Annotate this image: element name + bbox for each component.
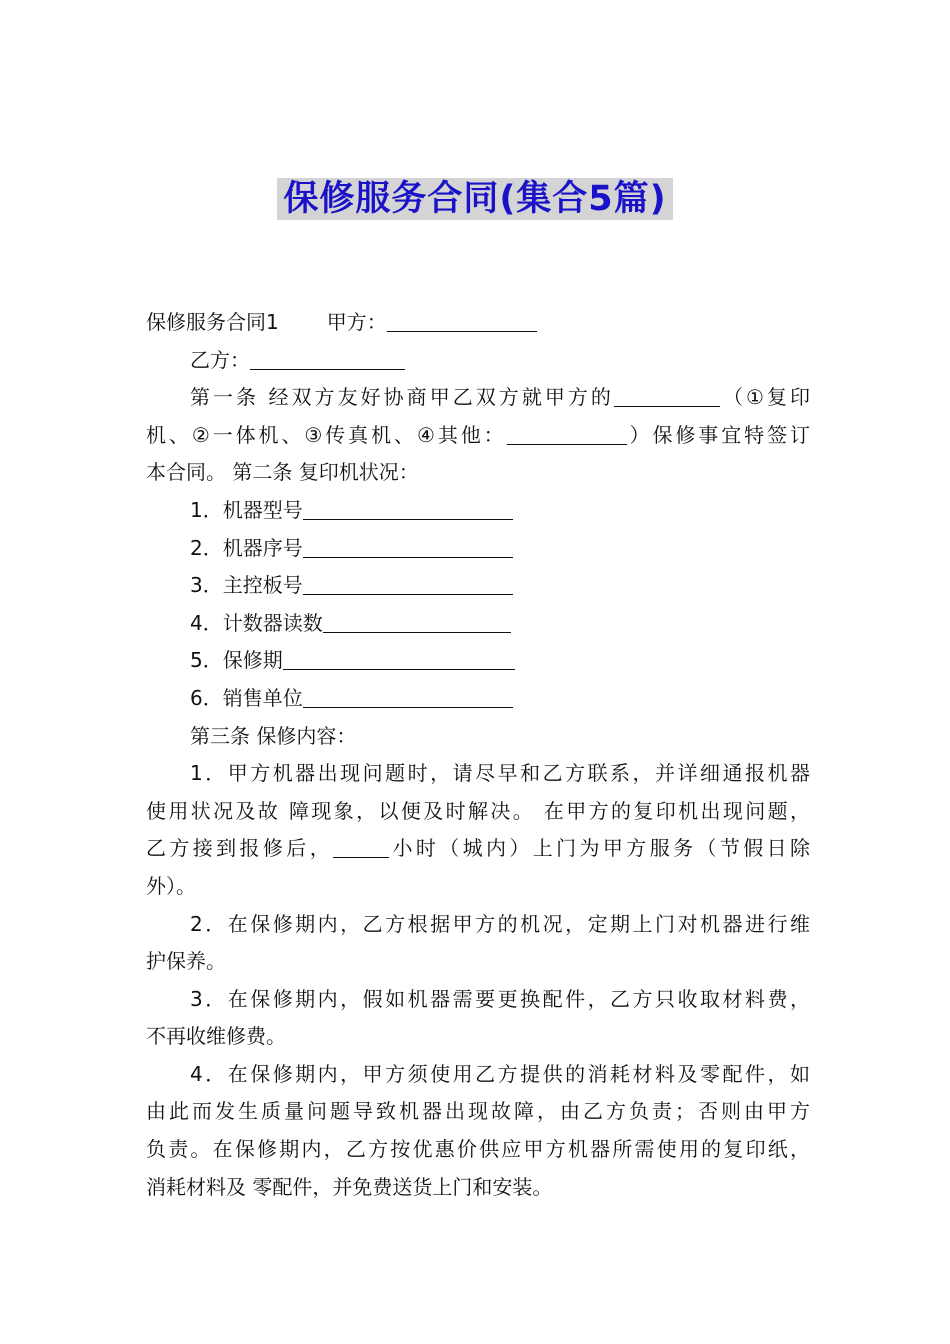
line-mainboard [146, 567, 810, 605]
line-item-3-b [146, 1018, 810, 1056]
line-machine-serial [146, 530, 810, 568]
party-a-label: 甲方： [326, 310, 387, 334]
line-item-4-d [146, 1169, 810, 1207]
item-2-text: 2．在保修期内，乙方根据甲方的机况，定期上门对机器进行维 [190, 911, 810, 936]
warranty-period-blank [283, 647, 515, 670]
item-1-text-cont3: 小时（城内）上门为甲方服务（节假日除 [389, 836, 811, 861]
line-item-3-a [146, 981, 810, 1019]
counter-label: 4．计数器读数 [190, 610, 323, 635]
article-2-heading: 本合同。 第二条 复印机状况： [146, 460, 419, 485]
item-4-text-cont: 由此而发生质量问题导致机器出现故障，由乙方负责；否则由甲方 [146, 1099, 810, 1124]
seller-blank [303, 685, 513, 708]
title-container [0, 178, 950, 220]
counter-blank [323, 610, 511, 633]
line-item-1-b [146, 793, 810, 831]
item-4-text-end: 消耗材料及 零配件，并免费送货上门和安装。 [146, 1174, 553, 1199]
line-item-1-c [146, 830, 810, 868]
line-seller [146, 680, 810, 718]
article-1-options-cont: ）保修事宜特签订 [626, 422, 810, 447]
other-device-blank [507, 422, 627, 445]
line-item-4-a [146, 1056, 810, 1094]
machine-serial-blank [303, 535, 513, 558]
line-article-2 [146, 454, 810, 492]
document-title: 保修服务合同(集合5篇) [277, 178, 672, 220]
warranty-period-label: 5．保修期 [190, 648, 283, 673]
line-party-a [146, 304, 810, 342]
line-item-4-b [146, 1093, 810, 1131]
article-1-text-cont: （①复印 [719, 385, 811, 410]
machine-model-blank [303, 497, 513, 520]
line-item-4-c [146, 1131, 810, 1169]
machine-model-label: 1．机器型号 [190, 497, 303, 522]
line-machine-model [146, 492, 810, 530]
line-item-1-d [146, 868, 810, 906]
line-item-1-a [146, 755, 810, 793]
item-2-text-end: 护保养。 [146, 949, 226, 974]
party-b-blank [250, 347, 405, 370]
item-1-text: 1．甲方机器出现问题时，请尽早和乙方联系，并详细通报机器 [190, 761, 810, 786]
article-3-heading: 第三条 保修内容： [190, 723, 357, 748]
machine-serial-label: 2．机器序号 [190, 535, 303, 560]
contract-number: 保修服务合同1 [146, 310, 279, 334]
mainboard-blank [303, 572, 513, 595]
item-1-text-cont: 使用状况及故 障现象，以便及时解决。 在甲方的复印机出现问题， [146, 798, 810, 823]
party-b-label: 乙方： [190, 347, 250, 372]
line-item-2-a [146, 906, 810, 944]
device-blank [614, 384, 720, 407]
line-article-1-b [146, 417, 810, 455]
line-warranty-period [146, 642, 810, 680]
item-1-text-cont2: 乙方接到报修后， [146, 836, 334, 861]
response-hours-blank [333, 835, 389, 858]
line-counter [146, 605, 810, 643]
line-article-1-a [146, 379, 810, 417]
seller-label: 6．销售单位 [190, 685, 303, 710]
item-4-text-cont2: 负责。在保修期内，乙方按优惠价供应甲方机器所需使用的复印纸， [146, 1137, 810, 1162]
line-party-b [146, 342, 810, 380]
mainboard-label: 3．主控板号 [190, 573, 303, 598]
item-3-text: 3．在保修期内，假如机器需要更换配件，乙方只收取材料费， [190, 986, 810, 1011]
line-article-3 [146, 718, 810, 756]
document-body [146, 304, 810, 1206]
article-1-options: 机、②一体机、③传真机、④其他： [146, 422, 507, 447]
item-3-text-end: 不再收维修费。 [146, 1024, 286, 1049]
article-1-text: 第一条 经双方友好协商甲乙双方就甲方的 [190, 385, 614, 410]
item-1-text-end: 外）。 [146, 873, 196, 898]
line-item-2-b [146, 943, 810, 981]
item-4-text: 4．在保修期内，甲方须使用乙方提供的消耗材料及零配件，如 [190, 1061, 810, 1086]
party-a-blank [387, 309, 537, 332]
